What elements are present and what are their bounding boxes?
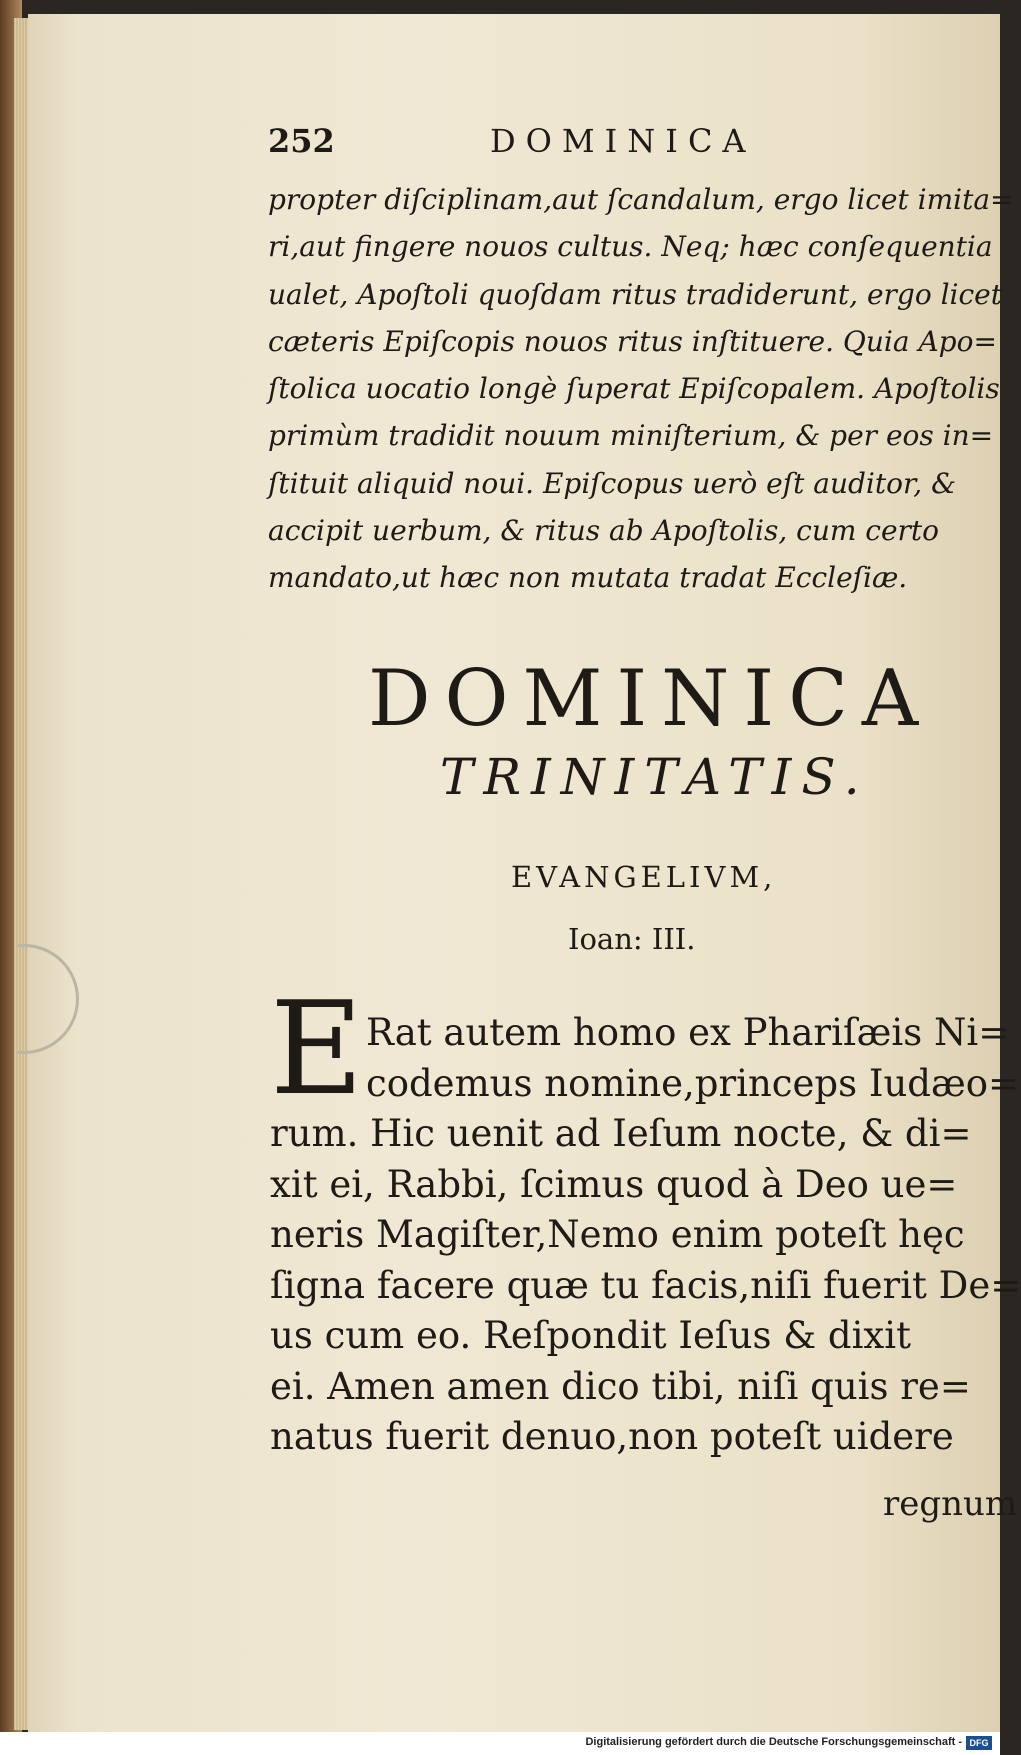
text-line: ri,aut fingere nouos cultus. Neq; hæc conſequentia [268, 230, 993, 264]
text-line: neris Magiſter,Nemo enim poteſt hęc [270, 1213, 965, 1256]
catchword: regnum [883, 1484, 1018, 1524]
text-line: codemus nomine,princeps Iudæo= [366, 1061, 1020, 1105]
drop-cap: E [270, 975, 364, 1124]
text-line: mandato,ut hæc non mutata tradat Eccleſiæ. [268, 561, 908, 595]
footer-bar [0, 1732, 1000, 1755]
footer-credit: Digitalisierung gefördert durch die Deutsche Forschungsgemeinschaft - [585, 1736, 962, 1748]
text-line: ei. Amen amen dico tibi, niſi quis re= [270, 1364, 971, 1408]
page-header [268, 122, 868, 168]
text-line: xit ei, Rabbi, ſcimus quod à Deo ue= [270, 1162, 958, 1206]
text-line: us cum eo. Reſpondit Ieſus & dixit [270, 1314, 911, 1357]
dfg-logo: DFG [966, 1736, 992, 1750]
section-title: DOMINICA [368, 654, 933, 744]
text-line: rum. Hic uenit ad Ieſum nocte, & di= [270, 1112, 972, 1155]
body-text-top [268, 176, 1014, 602]
text-line: Rat autem homo ex Phariſæis Ni= [366, 1011, 1010, 1054]
text-line: ualet, Apoſtoli quoſdam ritus tradiderunt, ergo licet [268, 277, 1002, 311]
gospel-label: EVANGELIVM, [511, 860, 777, 894]
text-line: cæteris Epiſcopis nouos ritus inſtituere. Quia Apo= [268, 324, 997, 358]
text-line: ſtolica uocatio longè ſuperat Epiſcopalem. Apoſtolis [268, 372, 1000, 406]
section-subtitle: TRINITATIS. [440, 748, 870, 806]
text-line: ſigna facere quæ tu facis,niſi fuerit De= [270, 1263, 1021, 1307]
gospel-reference: Ioan: III. [568, 922, 696, 956]
text-line: primùm tradidit nouum miniſterium, & per eos in= [268, 419, 994, 453]
book-page [28, 14, 1021, 1732]
gospel-text [270, 1008, 1021, 1463]
text-line: propter diſciplinam,aut ſcandalum, ergo licet imita= [268, 183, 1014, 216]
text-line: ſtituit aliquid noui. Epiſcopus uerò eſt auditor, & [268, 466, 957, 500]
page-number: 252 [268, 122, 335, 160]
text-line: accipit uerbum, & ritus ab Apoſtolis, cum certo [268, 514, 940, 548]
text-line: natus fuerit denuo,non poteſt uidere [270, 1415, 954, 1458]
page-clip [18, 944, 79, 1054]
running-head: DOMINICA [490, 122, 756, 160]
